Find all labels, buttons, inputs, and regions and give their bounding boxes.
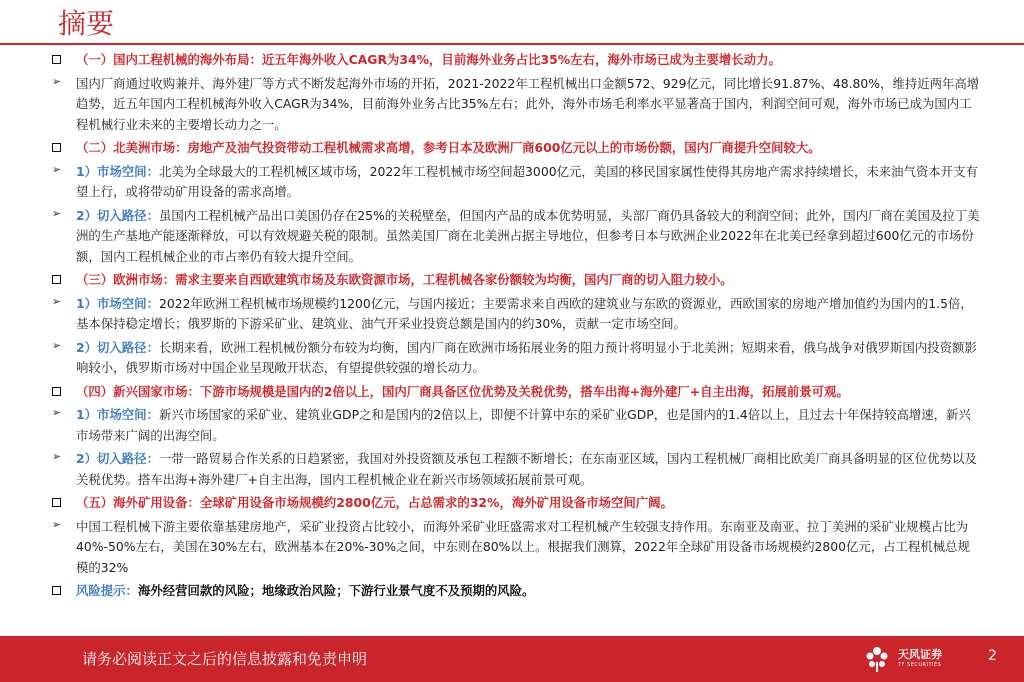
hollow-square-icon [52, 586, 61, 595]
risk-warning: 风险提示：海外经营回款的风险；地缘政治风险；下游行业景气度不及预期的风险。 [52, 581, 982, 602]
bullet-item: ➢ 1）市场空间：2022年欧洲工程机械市场规模约1200亿元，与国内接近；主要需求来自西欧的建筑业与东欧的资源业，西欧国家的房地产增加值约为国内的1.5倍，基本保持稳定增长；俄罗斯的下游采矿业、建筑业、油气开采业投资总额是国内的约30%，贡献一定市场空间。 [52, 294, 973, 331]
bullet-item: ➢ 中国工程机械下游主要依靠基建房地产，采矿业投资占比较小，而海外采矿业旺盛需求对工程机械产生较强支持作用。东南亚及南亚、拉丁美洲的采矿业规模占比为40%-50%左右，美国在30%左右，欧洲基本在20%-30%之间，中东则在80%以上。根据我们测算，2022年全球矿用设备市场规模约2800亿元，占工程机械总规模的32% [52, 517, 970, 575]
hollow-square-icon [52, 387, 61, 396]
page-number: 2 [988, 648, 997, 664]
arrowhead-icon: ➢ [52, 517, 62, 531]
bullet-item: ➢ 2）切入路径：虽国内工程机械产品出口美国仍存在25%的关税壁垒，但国内产品的成本优势明显，头部厂商仍具备较大的利润空间；此外，国内厂商在美国及拉丁美洲的生产基地产能逐渐释放，可以有效规避关税的限制。虽然美国厂商在北美洲占据主导地位，但参考日本与欧洲企业2022年在北美已经拿到超过600亿元的市场份额，国内工程机械企业的市占率仍有较大提升空间。 [52, 206, 980, 264]
title-divider [0, 43, 1024, 45]
bullet-item: ➢ 1）市场空间：新兴市场国家的采矿业、建筑业GDP之和是国内的2倍以上，即便不计算中东的采矿业GDP，也是国内的1.4倍以上，且过去十年保持较高增速，新兴市场带来广阔的出海空间。 [52, 406, 971, 443]
hollow-square-icon [52, 498, 61, 507]
arrowhead-icon: ➢ [52, 206, 62, 220]
section-heading: （五）海外矿用设备：全球矿用设备市场规模约2800亿元，占总需求的32%，海外矿用设备市场空间广阔。 [52, 493, 982, 514]
section-heading: （三）欧洲市场：需求主要来自西欧建筑市场及东欧资源市场，工程机械各家份额较为均衡，国内厂商的切入阻力较小。 [52, 270, 982, 291]
section-heading: （一）国内工程机械的海外布局：近五年海外收入CAGR为34%，目前海外业务占比35%左右，海外市场已成为主要增长动力。 [52, 50, 982, 71]
footer-bar [0, 636, 1024, 682]
section-heading: （二）北美洲市场：房地产及油气投资带动工程机械需求高增，参考日本及欧洲厂商600亿元以上的市场份额，国内厂商提升空间较大。 [52, 138, 982, 159]
bullet-item: ➢ 2）切入路径：一带一路贸易合作关系的日趋紧密，我国对外投资额及承包工程额不断增长；在东南亚区域，国内工程机械厂商相比欧美厂商具备明显的区位优势以及关税优势。搭车出海+海外建厂+自主出海，国内工程机械企业在新兴市场领域拓展前景可观。 [52, 450, 977, 487]
bullet-item: ➢ 1）市场空间：北美为全球最大的工程机械区域市场，2022年工程机械市场空间超3000亿元，美国的移民国家属性使得其房地产需求持续增长，未来油气资本开支有望上行，或将带动矿用设备的需求高增。 [52, 162, 978, 199]
brand-name: 天风证券 [898, 648, 942, 661]
arrowhead-icon: ➢ [52, 162, 62, 176]
arrowhead-icon: ➢ [52, 450, 62, 463]
arrowhead-icon: ➢ [52, 338, 62, 352]
bullet-item: ➢ 国内厂商通过收购兼并、海外建厂等方式不断发起海外市场的开拓，2021-2022年工程机械出口金额572、929亿元，同比增长91.87%、48.80%，维持近两年高增趋势，近五年国内工程机械海外收入CAGR为34%，目前海外业务占比35%左右；此外，海外市场毛利率水平显著高于国内，利润空间可观，海外市场已成为国内工程机械行业未来的主要增长动力之一。 [52, 74, 980, 132]
arrowhead-icon: ➢ [52, 74, 62, 88]
tf-flower-logo-icon [862, 644, 892, 674]
hollow-square-icon [52, 275, 61, 284]
page-title: 摘要 [58, 7, 115, 40]
disclaimer-link[interactable]: 请务必阅读正文之后的信息披露和免责申明 [82, 650, 368, 668]
arrowhead-icon: ➢ [52, 406, 62, 419]
arrowhead-icon: ➢ [52, 294, 62, 308]
section-heading: （四）新兴国家市场：下游市场规模是国内的2倍以上，国内厂商具备区位优势及关税优势，搭车出海+海外建厂+自主出海，拓展前景可观。 [52, 382, 982, 403]
hollow-square-icon [52, 143, 61, 152]
brand-subtitle: TF SECURITIES [898, 662, 942, 668]
summary-content [52, 48, 982, 604]
risk-label: 风险提示： [76, 583, 138, 598]
hollow-square-icon [52, 55, 61, 64]
bullet-item: ➢ 2）切入路径：长期来看，欧洲工程机械份额分布较为均衡，国内厂商在欧洲市场拓展业务的阻力预计将明显小于北美洲；短期来看，俄乌战争对俄罗斯国内投资额影响较小，俄罗斯市场对中国企业呈现敞开状态，有望提供较强的增长动力。 [52, 338, 977, 375]
